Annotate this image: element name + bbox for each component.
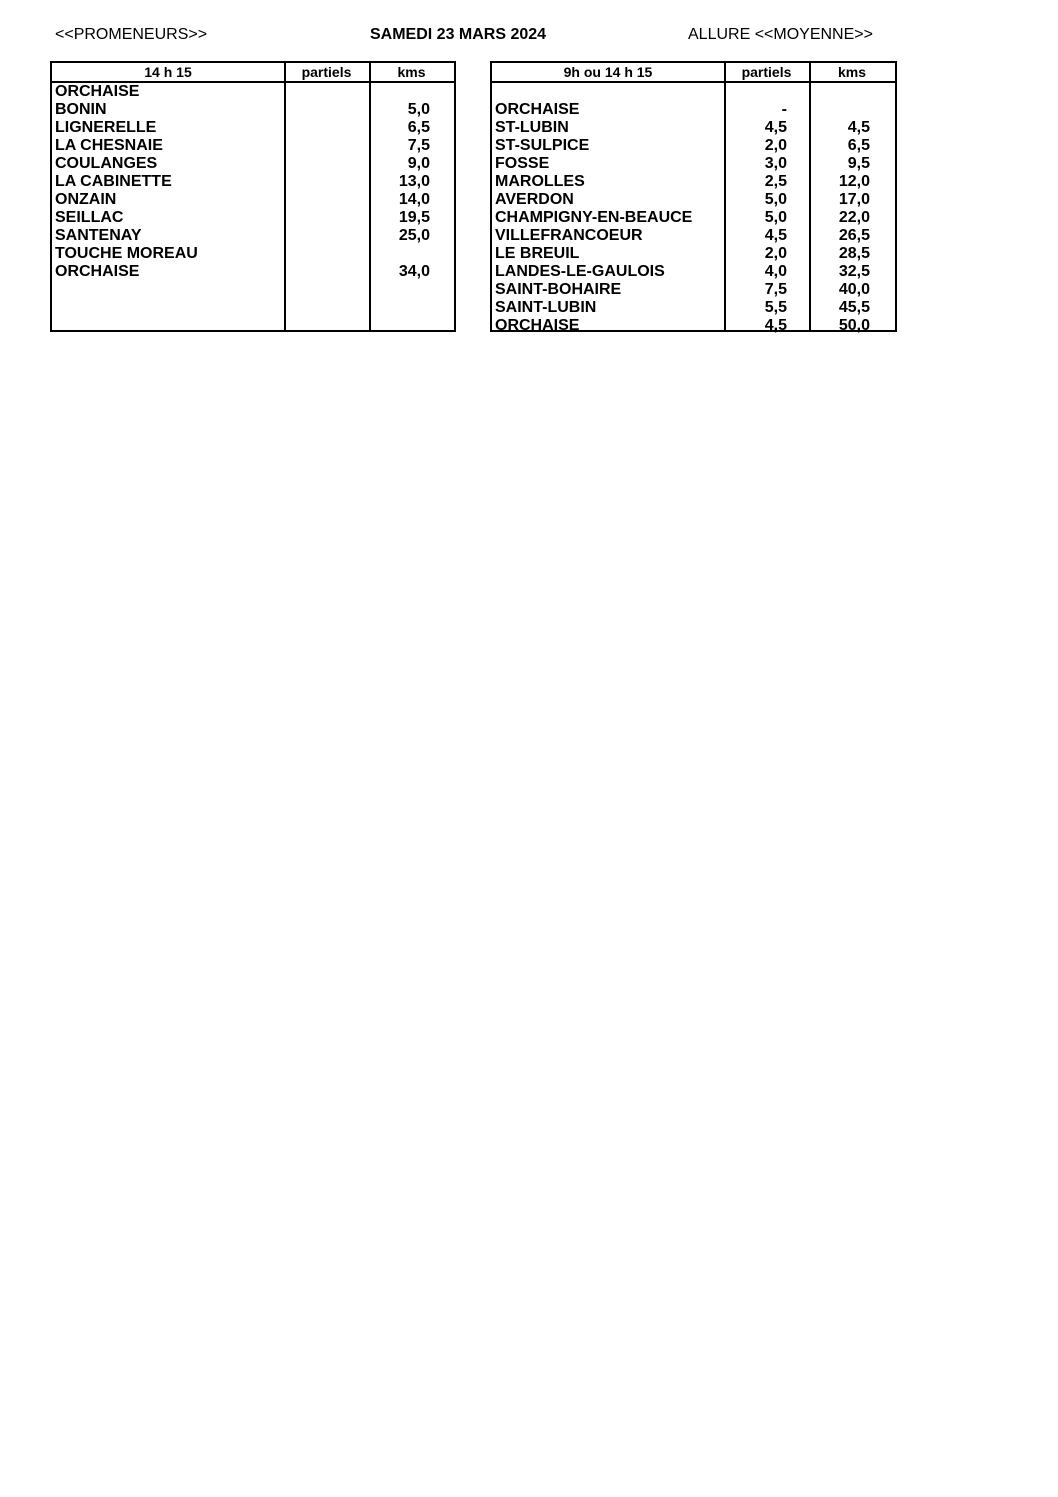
table-row <box>52 137 454 155</box>
place-name: ORCHAISE <box>495 101 580 118</box>
group-label: <<PROMENEURS>> <box>55 26 208 43</box>
place-name: ST-SULPICE <box>495 137 590 154</box>
cumulative-km <box>809 83 894 101</box>
place-name: SAINT-BOHAIRE <box>495 281 622 298</box>
place-name: SEILLAC <box>55 209 124 226</box>
cumulative-km: 50,0 <box>838 317 870 334</box>
partial-distance <box>284 191 369 209</box>
place-name: BONIN <box>55 101 107 118</box>
cumulative-km: 13,0 <box>398 173 430 190</box>
route-table-moyenne <box>490 61 897 332</box>
table-row <box>492 299 895 317</box>
table-row <box>492 83 895 101</box>
cumulative-km: 12,0 <box>838 173 870 190</box>
table-row <box>52 191 454 209</box>
partial-distance <box>284 245 369 263</box>
partial-distance <box>284 83 369 101</box>
cumulative-km: 26,5 <box>838 227 870 244</box>
place-name: FOSSE <box>495 155 550 172</box>
partial-distance: 4,0 <box>764 263 787 280</box>
cumulative-km: 19,5 <box>398 209 430 226</box>
table-row <box>492 119 895 137</box>
table-row <box>492 281 895 299</box>
column-header-departure: 14 h 15 <box>144 64 192 80</box>
table-row <box>492 101 895 119</box>
partial-distance <box>284 263 369 281</box>
partial-distance <box>284 209 369 227</box>
table-row <box>52 173 454 191</box>
cumulative-km <box>369 245 454 263</box>
cumulative-km: 9,5 <box>847 155 870 172</box>
place-name: TOUCHE MOREAU <box>55 245 198 262</box>
table-header <box>52 63 454 83</box>
table-row <box>52 263 454 281</box>
place-name: ORCHAISE <box>55 263 140 280</box>
place-name: ONZAIN <box>55 191 117 208</box>
partial-distance: 4,5 <box>764 227 787 244</box>
column-header-kms: kms <box>837 64 867 80</box>
table-row <box>492 245 895 263</box>
partial-distance <box>284 137 369 155</box>
cumulative-km: 40,0 <box>838 281 870 298</box>
place-name: ORCHAISE <box>55 83 140 100</box>
partial-distance: 5,0 <box>764 191 787 208</box>
partial-distance <box>284 119 369 137</box>
cumulative-km: 45,5 <box>838 299 870 316</box>
table-body <box>52 83 454 281</box>
cumulative-km: 5,0 <box>407 101 430 118</box>
partial-distance <box>284 101 369 119</box>
cumulative-km: 17,0 <box>838 191 870 208</box>
cumulative-km: 14,0 <box>398 191 430 208</box>
table-row <box>52 227 454 245</box>
table-header <box>492 63 895 83</box>
table-row <box>492 191 895 209</box>
column-header-partiels: partiels <box>301 64 352 80</box>
column-header-departure: 9h ou 14 h 15 <box>563 64 653 80</box>
partial-distance: 2,0 <box>764 245 787 262</box>
partial-distance: - <box>781 101 787 118</box>
partial-distance <box>284 173 369 191</box>
table-row <box>52 119 454 137</box>
cumulative-km <box>369 83 454 101</box>
table-row <box>492 137 895 155</box>
table-row <box>52 245 454 263</box>
table-row <box>492 155 895 173</box>
partial-distance <box>284 155 369 173</box>
cumulative-km: 25,0 <box>398 227 430 244</box>
table-row <box>492 209 895 227</box>
place-name: LA CHESNAIE <box>55 137 163 154</box>
table-row <box>52 101 454 119</box>
cumulative-km: 32,5 <box>838 263 870 280</box>
column-header-kms: kms <box>397 64 426 80</box>
place-name: MAROLLES <box>495 173 585 190</box>
cumulative-km: 9,0 <box>407 155 430 172</box>
table-row <box>492 173 895 191</box>
page-title-date: SAMEDI 23 MARS 2024 <box>370 26 547 43</box>
cumulative-km: 34,0 <box>398 263 430 280</box>
place-name: LANDES-LE-GAULOIS <box>495 263 665 280</box>
partial-distance: 5,0 <box>764 209 787 226</box>
place-name: ORCHAISE <box>495 317 580 334</box>
table-row <box>52 209 454 227</box>
table-row <box>492 263 895 281</box>
column-header-partiels: partiels <box>741 64 792 80</box>
partial-distance: 3,0 <box>764 155 787 172</box>
place-name: VILLEFRANCOEUR <box>495 227 643 244</box>
place-name <box>492 83 724 101</box>
pace-label: ALLURE <<MOYENNE>> <box>688 26 873 43</box>
partial-distance <box>284 227 369 245</box>
table-row <box>492 317 895 335</box>
partial-distance: 2,5 <box>764 173 787 190</box>
table-row <box>52 155 454 173</box>
place-name: LA CABINETTE <box>55 173 172 190</box>
place-name: COULANGES <box>55 155 158 172</box>
place-name: CHAMPIGNY-EN-BEAUCE <box>495 209 693 226</box>
place-name: LIGNERELLE <box>55 119 157 136</box>
partial-distance: 2,0 <box>764 137 787 154</box>
cumulative-km: 28,5 <box>838 245 870 262</box>
place-name: AVERDON <box>495 191 574 208</box>
table-row <box>492 227 895 245</box>
place-name: LE BREUIL <box>495 245 580 262</box>
cumulative-km: 6,5 <box>407 119 430 136</box>
partial-distance: 4,5 <box>764 317 787 334</box>
cumulative-km: 6,5 <box>847 137 870 154</box>
partial-distance: 4,5 <box>764 119 787 136</box>
cumulative-km: 22,0 <box>838 209 870 226</box>
partial-distance: 5,5 <box>764 299 787 316</box>
cumulative-km: 7,5 <box>407 137 430 154</box>
route-table-promeneurs <box>50 61 456 332</box>
place-name: ST-LUBIN <box>495 119 569 136</box>
partial-distance <box>724 83 809 101</box>
place-name: SANTENAY <box>55 227 142 244</box>
cumulative-km <box>809 101 894 119</box>
table-row <box>52 83 454 101</box>
table-body <box>492 83 895 335</box>
partial-distance: 7,5 <box>764 281 787 298</box>
cumulative-km: 4,5 <box>847 119 870 136</box>
place-name: SAINT-LUBIN <box>495 299 597 316</box>
